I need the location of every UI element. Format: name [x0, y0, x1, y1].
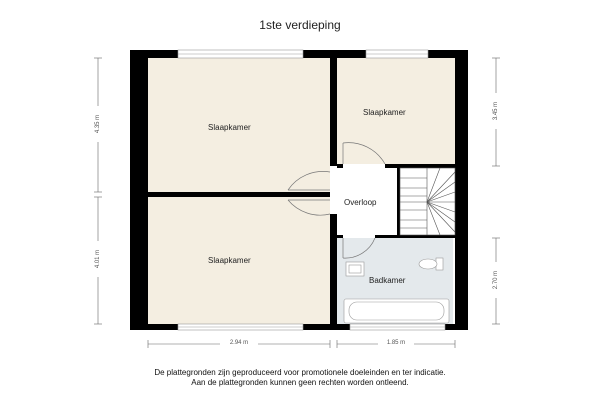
dimension-label-bottom-left: 2.94 m — [220, 340, 258, 346]
room-label-bathroom: Badkamer — [369, 276, 406, 285]
dimension-label-bottom-right: 1.85 m — [378, 340, 414, 346]
room-label-bedroom-top-right: Slaapkamer — [363, 108, 406, 117]
room-label-bedroom-bottom-left: Slaapkamer — [208, 256, 251, 265]
dimension-label-left-bottom: 4.01 m — [95, 241, 101, 277]
wall-right — [455, 50, 468, 330]
dimension-label-right-bottom: 2.70 m — [493, 262, 499, 298]
room-label-bedroom-top-left: Slaapkamer — [208, 123, 251, 132]
dimension-label-left-top: 4.35 m — [95, 106, 101, 142]
wall-short — [337, 236, 342, 238]
wall-vertical-mid — [330, 214, 337, 324]
wall-left — [130, 50, 148, 330]
disclaimer-line-2: Aan de plattegronden kunnen geen rechten worden ontleend. — [191, 378, 409, 387]
bathroom-sink — [346, 262, 364, 276]
stairs — [400, 168, 455, 235]
disclaimer — [0, 368, 600, 388]
bathtub — [344, 299, 449, 323]
room-label-landing: Overloop — [344, 198, 377, 207]
wall-vertical-upper — [330, 58, 337, 166]
disclaimer-line-1: De plattegronden zijn geproduceerd voor promotionele doeleinden en ter indicatie. — [154, 368, 446, 377]
wall-horizontal-left — [148, 192, 330, 197]
floor-title: 1ste verdieping — [259, 18, 341, 32]
bathroom-toilet — [419, 258, 443, 270]
wall-stair-left — [397, 168, 400, 236]
dimension-label-right-top: 3.45 m — [493, 93, 499, 129]
